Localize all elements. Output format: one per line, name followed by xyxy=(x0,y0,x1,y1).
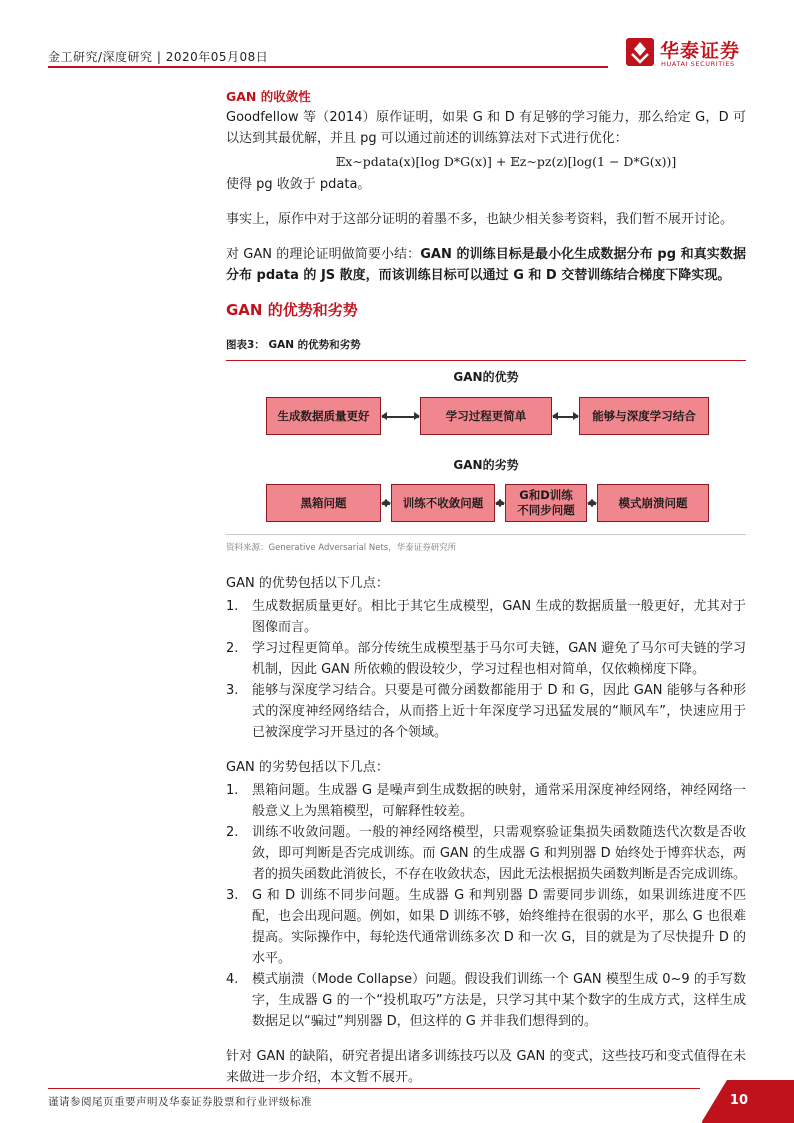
list-item-number: 1. xyxy=(226,783,239,798)
list-item-text: 黑箱问题。生成器 G 是噪声到生成数据的映射，通常采用深度神经网络，神经网络一般意义上为黑箱模型，可解释性较差。 xyxy=(252,783,746,819)
list-item-number: 2. xyxy=(226,641,239,656)
convergence-paragraph-1: Goodfellow 等（2014）原作证明，如果 G 和 D 有足够的学习能力，那么给定 G，D 可以达到其最优解，并且 pg 可以通过前述的训练算法对下式进行优化： xyxy=(226,110,746,146)
cons-box-2: 训练不收敛问题 xyxy=(391,484,495,522)
summary-prefix: 对 GAN 的理论证明做简要小结： xyxy=(226,247,421,262)
cons-arrow-1 xyxy=(382,503,390,505)
list-item-text: 学习过程更简单。部分传统生成模型基于马尔可夫链，GAN 避免了马尔可夫链的学习机制，因此 GAN 所依赖的假设较少，学习过程也相对简单，仅依赖梯度下降。 xyxy=(252,641,746,677)
cons-arrow-3 xyxy=(588,503,596,505)
cons-intro: GAN 的劣势包括以下几点： xyxy=(226,760,389,775)
list-item-text: 能够与深度学习结合。只要是可微分函数都能用于 D 和 G，因此 GAN 能够与各种形式的深度神经网络结合，从而搭上近十年深度学习迅猛发展的“顺风车”，快速应用于已被深度学习开垦过的各个领域。 xyxy=(252,683,746,740)
list-item xyxy=(226,680,746,743)
cons-title: GAN的劣势 xyxy=(453,458,519,472)
cons-list xyxy=(226,780,746,1032)
huatai-logo xyxy=(626,36,746,70)
main-content xyxy=(226,80,746,1088)
pros-cons-diagram xyxy=(226,367,746,532)
header-rule xyxy=(48,66,608,68)
list-item-number: 3. xyxy=(226,888,239,903)
list-item xyxy=(226,885,746,969)
list-item xyxy=(226,780,746,822)
objective-formula: 𝔼x∼pdata(x)[log D*G(x)] + 𝔼z∼pz(z)[log(1 − D*G(x))] xyxy=(335,154,677,169)
list-item-number: 4. xyxy=(226,972,239,987)
convergence-heading: GAN 的收敛性 xyxy=(226,89,311,104)
list-item xyxy=(226,969,746,1032)
closing-paragraph: 针对 GAN 的缺陷，研究者提出诸多训练技巧以及 GAN 的变式，这些技巧和变式值得在未来做进一步介绍，本文暂不展开。 xyxy=(226,1049,746,1085)
figure-source: 资料来源：Generative Adversarial Nets，华泰证券研究所 xyxy=(226,534,746,559)
list-item xyxy=(226,638,746,680)
footer-rule xyxy=(48,1088,700,1089)
list-item-number: 2. xyxy=(226,825,239,840)
pros-title: GAN的优势 xyxy=(453,370,519,384)
convergence-paragraph-2: 使得 pg 收敛于 pdata。 xyxy=(226,177,371,192)
list-item-text: 生成数据质量更好。相比于其它生成模型，GAN 生成的数据质量一般更好，尤其对于图像而言。 xyxy=(252,599,746,635)
pros-arrow-2 xyxy=(553,416,578,418)
list-item-number: 3. xyxy=(226,683,239,698)
page-number: 10 xyxy=(729,1093,748,1108)
header-text: 金工研究/深度研究 | 2020年05月08日 xyxy=(48,50,269,64)
pros-box-3: 能够与深度学习结合 xyxy=(579,397,709,435)
cons-box-4: 模式崩溃问题 xyxy=(597,484,709,522)
logo-chinese-name: 华泰证券 xyxy=(660,40,741,62)
pros-arrow-1 xyxy=(382,416,419,418)
list-item-number: 1. xyxy=(226,599,239,614)
page-header xyxy=(48,36,746,70)
summary-bold: GAN 的训练目标是最小化生成数据分布 pg 和真实数据分布 pdata 的 JS 散度，而该训练目标可以通过 G 和 D 交替训练结合梯度下降实现。 xyxy=(226,247,746,283)
figure-caption: 图表3： GAN 的优势和劣势 xyxy=(226,335,746,361)
logo-english-name: HUATAI SECURITIES xyxy=(661,60,735,68)
cons-arrow-2 xyxy=(496,503,504,505)
list-item-text: G 和 D 训练不同步问题。生成器 G 和判别器 D 需要同步训练，如果训练进度不匹配，也会出现问题。例如，如果 D 训练不够，始终维持在很弱的水平，那么 G 也很难提高。实际操作中，每轮迭代通常训练多次 D 和一次 G，目的就是为了尽快提升 D 的水平。 xyxy=(252,888,746,966)
pros-box-1: 生成数据质量更好 xyxy=(266,397,381,435)
cons-box-1: 黑箱问题 xyxy=(266,484,381,522)
pros-cons-heading: GAN 的优势和劣势 xyxy=(226,301,358,319)
convergence-paragraph-3: 事实上，原作中对于这部分证明的着墨不多，也缺少相关参考资料，我们暂不展开讨论。 xyxy=(226,212,734,227)
list-item-text: 模式崩溃（Mode Collapse）问题。假设我们训练一个 GAN 模型生成 0~9 的手写数字，生成器 G 的一个“投机取巧”方法是，只学习其中某个数字的生成方式，这样生成数据足以“骗过”判别器 D，但这样的 G 并非我们想得到的。 xyxy=(252,972,746,1029)
pros-box-2: 学习过程更简单 xyxy=(420,397,552,435)
page-number-tab xyxy=(702,1080,794,1123)
footer-disclaimer: 谨请参阅尾页重要声明及华泰证券股票和行业评级标准 xyxy=(48,1096,312,1108)
huatai-logo-mark-icon xyxy=(626,38,654,66)
pros-intro: GAN 的优势包括以下几点： xyxy=(226,576,389,591)
pros-list xyxy=(226,596,746,743)
cons-box-3: G和D训练 不同步问题 xyxy=(505,484,587,522)
list-item xyxy=(226,596,746,638)
list-item xyxy=(226,822,746,885)
convergence-summary xyxy=(226,244,746,286)
list-item-text: 训练不收敛问题。一般的神经网络模型，只需观察验证集损失函数随迭代次数是否收敛，即可判断是否完成训练。而 GAN 的生成器 G 和判别器 D 始终处于博弈状态，两者的损失函数此消彼长，不存在收敛状态，因此无法根据损失函数判断是否完成训练。 xyxy=(252,825,747,882)
